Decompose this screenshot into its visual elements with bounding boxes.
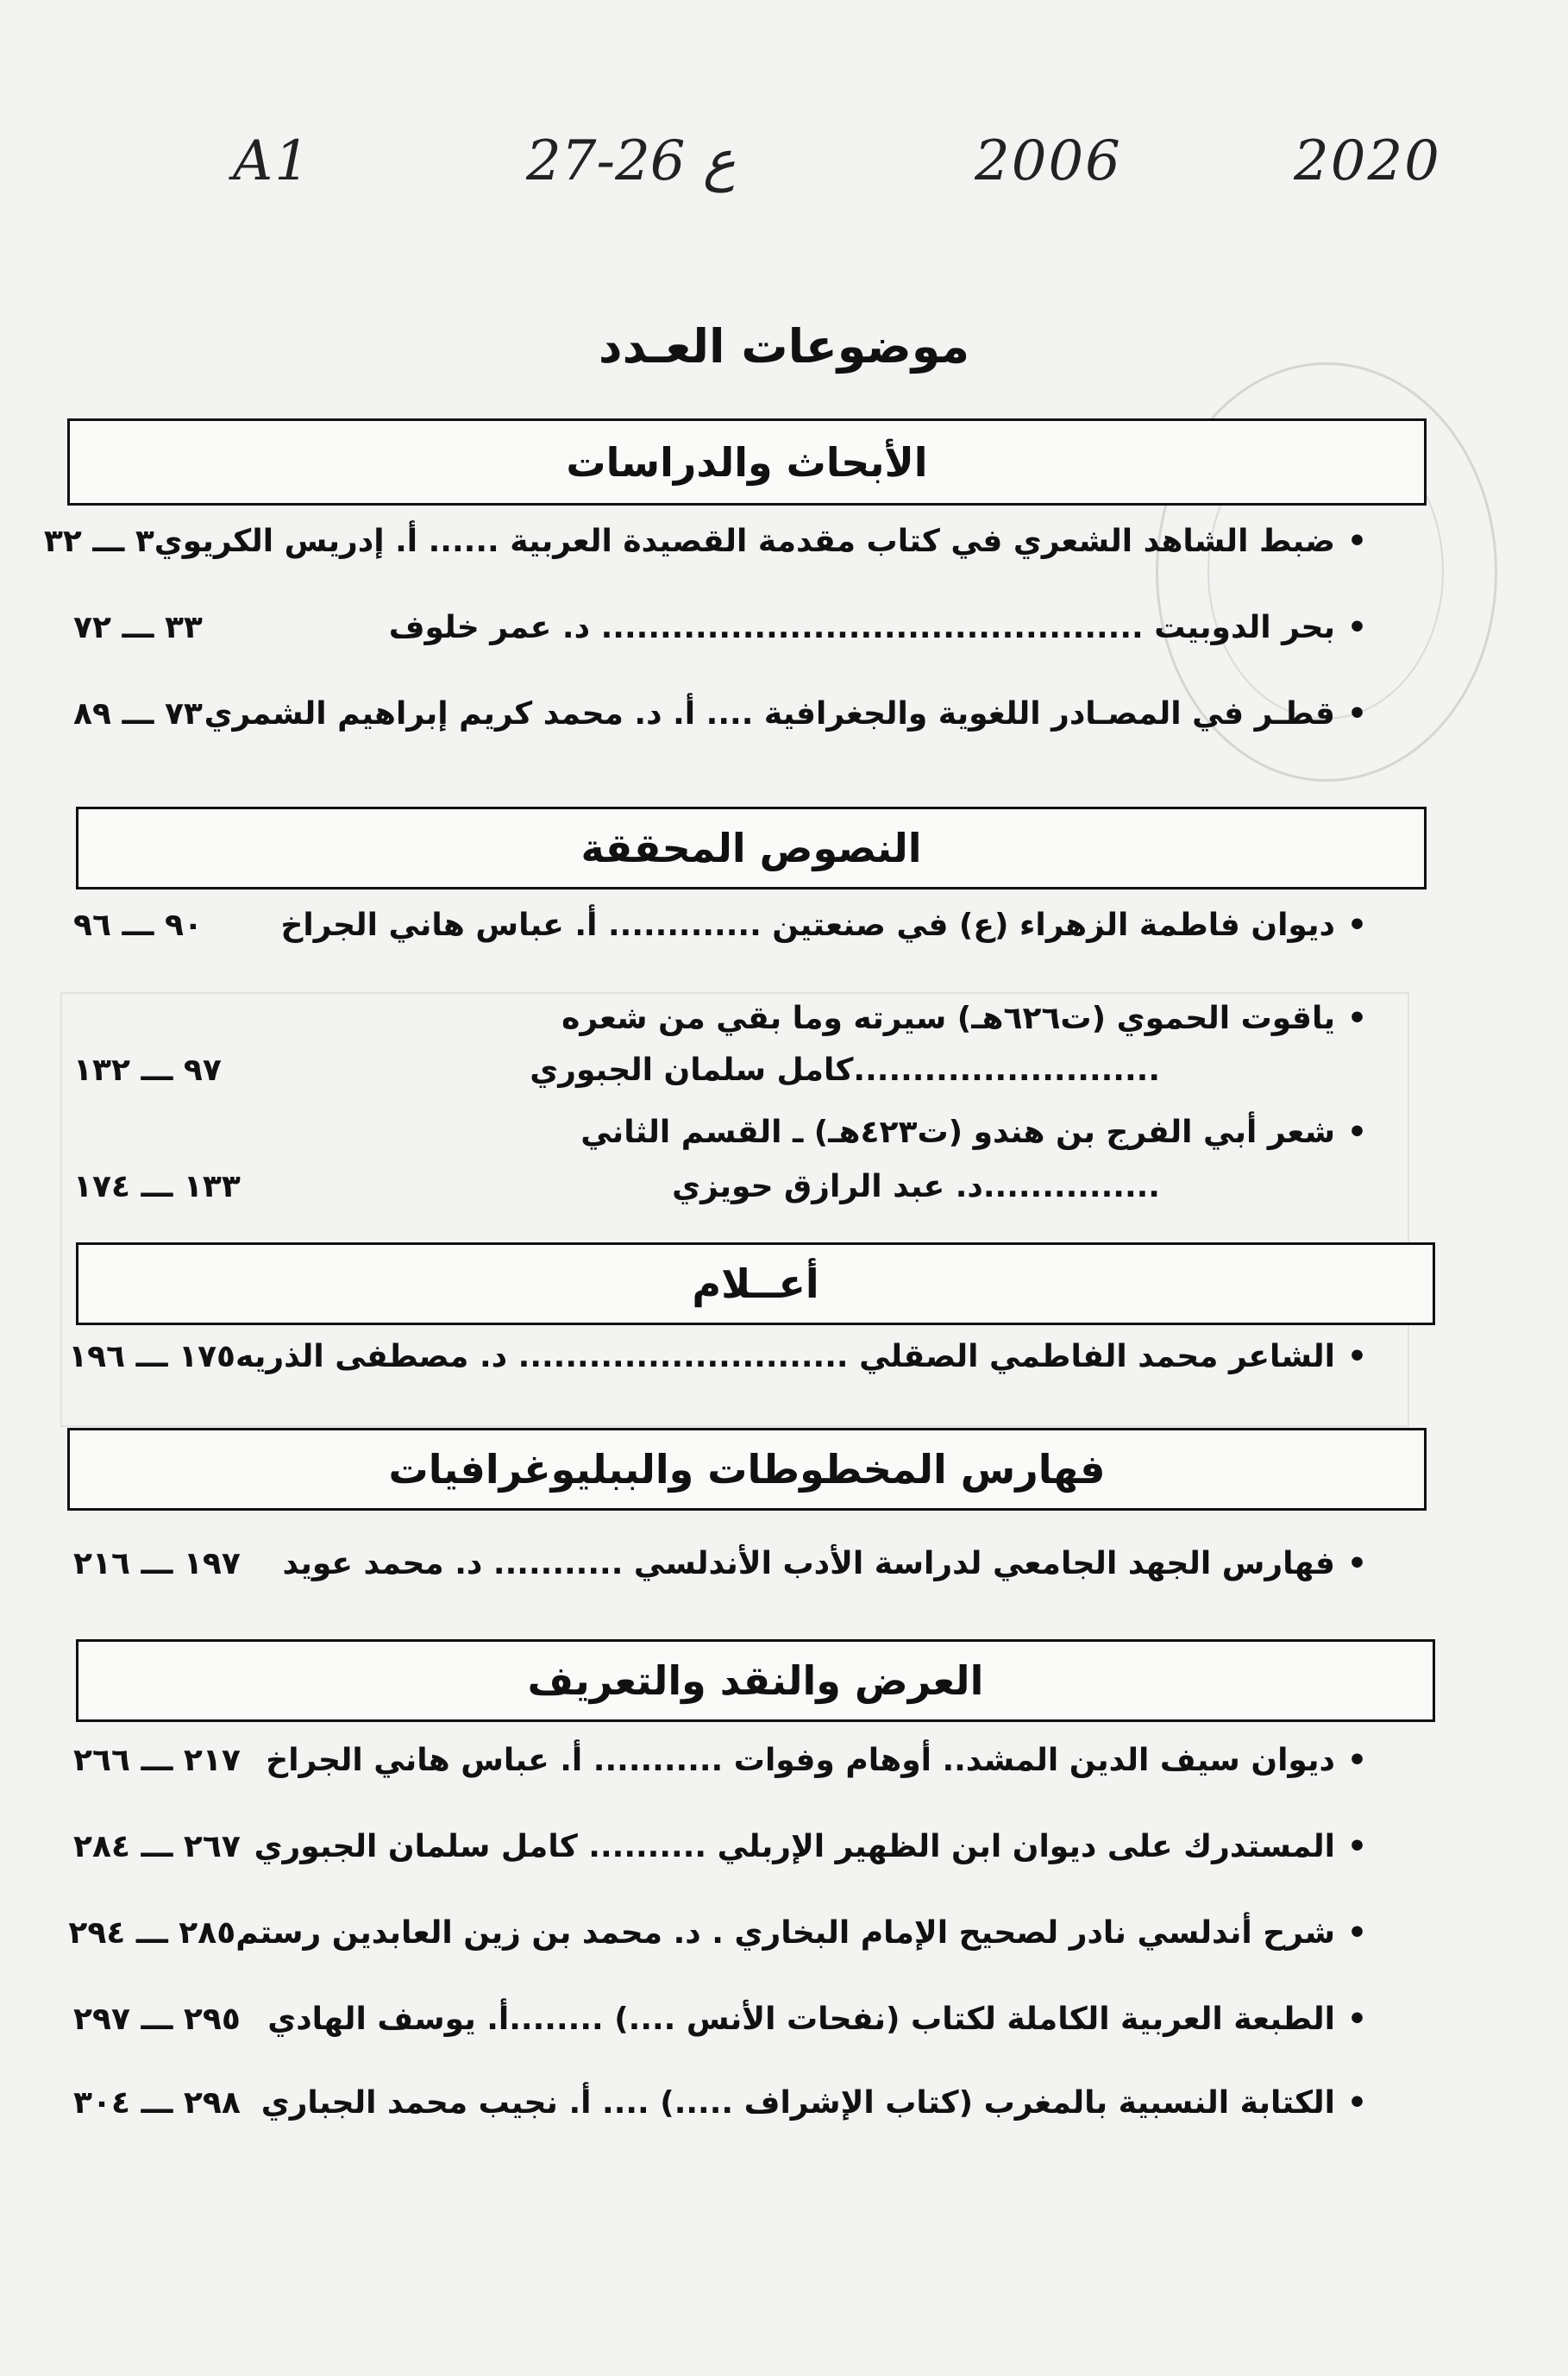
- handwritten-year-b: 2020: [1294, 129, 1441, 193]
- toc-entry[interactable]: [43, 522, 1367, 563]
- toc-entry[interactable]: [73, 1741, 1367, 1782]
- entry-text: ضبط الشاهد الشعري في كتاب مقدمة القصيدة العربية ...... أ. إدريس الكريوي: [154, 524, 1335, 559]
- entry-pages: ١٩٧ ـــ ٢١٦: [73, 1546, 241, 1581]
- entry-pages: ٢٩٨ ـــ ٣٠٤: [73, 2085, 241, 2121]
- section-heading-figures: أعــلام: [76, 1242, 1435, 1325]
- entry-pages: ٣٣ ـــ ٧٢: [73, 610, 203, 645]
- bullet: •: [1346, 1829, 1367, 1864]
- toc-entry-continuation: [73, 1169, 1367, 1204]
- entry-pages: ٩٧ ـــ ١٣٢: [73, 1053, 222, 1088]
- handwritten-year-a: 2006: [975, 129, 1122, 193]
- toc-entry-continuation: [73, 1053, 1367, 1088]
- toc-entry[interactable]: [68, 1914, 1367, 1954]
- section-heading-edited-texts: النصوص المحققة: [76, 807, 1427, 889]
- toc-entry[interactable]: [68, 1337, 1367, 1378]
- entry-text: الشاعر محمد الفاطمي الصقلي ............................ د. مصطفى الذريه: [235, 1339, 1335, 1374]
- entry-text: ديوان فاطمة الزهراء (ع) في صنعتين ............. أ. عباس هاني الجراخ: [280, 908, 1335, 943]
- handwritten-code: A1: [233, 129, 311, 193]
- entry-text: الكتابة النسبية بالمغرب (كتاب الإشراف .....) .... أ. نجيب محمد الجباري: [260, 2085, 1335, 2121]
- entry-text: فهارس الجهد الجامعي لدراسة الأدب الأندلسي ........... د. محمد عويد: [282, 1546, 1335, 1581]
- toc-entry[interactable]: [73, 906, 1367, 946]
- bullet: •: [1346, 1546, 1367, 1581]
- entry-pages: ٧٣ ـــ ٨٩: [73, 696, 203, 732]
- toc-entry[interactable]: [73, 1827, 1367, 1868]
- section-heading-catalogues: فهارس المخطوطات والببليوغرافيات: [67, 1428, 1427, 1511]
- entry-text: ياقوت الحموي (ت٦٢٦هـ) سيرته وما بقي من شعره: [561, 1001, 1335, 1036]
- entry-pages: ١٣٣ ـــ ١٧٤: [73, 1169, 241, 1204]
- toc-entry[interactable]: [73, 695, 1367, 735]
- page-title: موضوعات العـدد: [598, 319, 970, 374]
- bullet: •: [1346, 524, 1367, 559]
- toc-entry[interactable]: [73, 608, 1367, 649]
- section-heading-reviews: العرض والنقد والتعريف: [76, 1639, 1435, 1722]
- bullet: •: [1346, 1743, 1367, 1778]
- entry-author: ...............د. عبد الرازق حويزي: [672, 1169, 1160, 1204]
- bullet: •: [1346, 610, 1367, 645]
- bullet: •: [1346, 2002, 1367, 2037]
- bullet: •: [1346, 1339, 1367, 1374]
- entry-text: بحر الدوبيت .............................................. د. عمر خلوف: [388, 610, 1335, 645]
- entry-pages: ١٧٥ ـــ ١٩٦: [68, 1339, 236, 1374]
- entry-text: شعر أبي الفرج بن هندو (ت٤٢٣هـ) ـ القسم الثاني: [580, 1115, 1335, 1150]
- entry-pages: ٢٨٥ ـــ ٢٩٤: [68, 1915, 236, 1951]
- handwritten-issue: 27-26 ع: [526, 129, 737, 193]
- entry-pages: ٩٠ ـــ ٩٦: [73, 908, 203, 943]
- toc-entry[interactable]: [73, 1113, 1367, 1153]
- entry-text: قطـر في المصـادر اللغوية والجغرافية .... أ. د. محمد كريم إبراهيم الشمري: [204, 696, 1335, 732]
- bullet: •: [1346, 1915, 1367, 1951]
- entry-text: المستدرك على ديوان ابن الظهير الإربلي .......... كامل سلمان الجبوري: [254, 1829, 1335, 1864]
- entry-pages: ٢١٧ ـــ ٢٦٦: [73, 1743, 241, 1778]
- entry-text: ديوان سيف الدين المشد.. أوهام وفوات ........... أ. عباس هاني الجراخ: [266, 1743, 1335, 1778]
- bullet: •: [1346, 2085, 1367, 2121]
- toc-entry[interactable]: [73, 1544, 1367, 1585]
- entry-pages: ٢٦٧ ـــ ٢٨٤: [73, 1829, 241, 1864]
- bullet: •: [1346, 908, 1367, 943]
- toc-entry[interactable]: [73, 2084, 1367, 2124]
- bullet: •: [1346, 696, 1367, 732]
- bullet: •: [1346, 1115, 1367, 1150]
- entry-pages: ٢٩٥ ـــ ٢٩٧: [73, 2002, 241, 2037]
- toc-entry[interactable]: [73, 999, 1367, 1040]
- entry-text: شرح أندلسي نادر لصحيح الإمام البخاري . د. محمد بن زين العابدين رستم: [235, 1915, 1335, 1951]
- entry-text: الطبعة العربية الكاملة لكتاب (نفحات الأنس ....) ........أ. يوسف الهادي: [267, 2002, 1335, 2037]
- toc-entry[interactable]: [73, 2000, 1367, 2040]
- entry-author: ..........................كامل سلمان الجبوري: [530, 1053, 1160, 1088]
- section-heading-studies: الأبحاث والدراسات: [67, 418, 1427, 506]
- entry-pages: ٣ ـــ ٣٢: [43, 524, 154, 559]
- bullet: •: [1346, 1001, 1367, 1036]
